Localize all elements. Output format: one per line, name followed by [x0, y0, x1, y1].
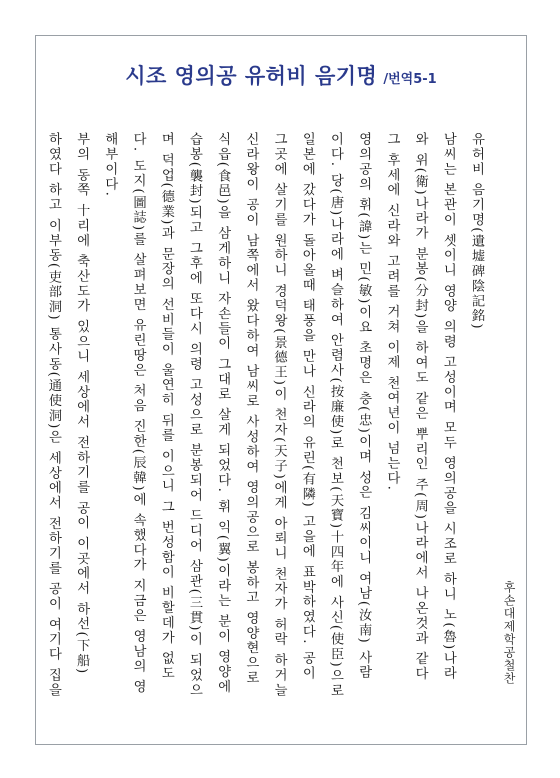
- page-subtitle: /번역5-1: [383, 72, 437, 87]
- text-column: 이다. 당(唐)나라에 벼슬하여 안렴사(按廉使)로 천보(天寶)十四年에 사신(使臣)으로: [327, 132, 343, 699]
- text-column: 습봉(襲封)되고 그후에 또다시 의령 고성으로 분봉되어 드디어 삼관(三貫)이 되었으: [186, 132, 202, 698]
- text-column: 다. 도지(圖誌)를 살펴보면 유린땅은 처음 진한(辰韓)에 속했다가 지금은 영남의 영: [130, 132, 146, 695]
- text-column: 남씨는 본관이 셋이니 영양 의령 고성이며 모두 영의공을 시조로 하니 노(魯)나라: [440, 132, 456, 681]
- text-column: 식읍(食邑)을 삼게하니 자손들이 그대로 살게 되었다. 휘 익(翼)이라는 분이 영양에: [215, 132, 231, 695]
- text-column: 그곳에 살기를 원하니 경덕왕(景德王)이 천자(天子)에게 아뢰니 천자가 허락 하거늘: [271, 132, 287, 698]
- text-column: 하였다 하고 이부동(吏部洞) 통사동(通使洞)은 세상에서 전하기를 공이 여기다 집을: [45, 132, 61, 698]
- text-column: 그 후세에 신라와 고려를 거쳐 이제 천여년이 넘는다.: [384, 132, 400, 492]
- text-column: 영의공의 휘(諱)는 민(敏)이요 초명은 충(忠)이며 성은 김씨이니 여남(汝南) 사람: [356, 132, 372, 680]
- inscription-body: [45, 132, 490, 744]
- text-column: 며 덕업(德業)과 문장의 선비들이 울연히 뒤를 이으니 그 번성함이 비할데가 없도: [158, 132, 174, 681]
- text-column: 와 위(衛)나라가 분봉(分封)을 하여도 같은 뿌리인 주(周)나라에서 나온것과 같다: [412, 132, 428, 682]
- page-frame: [35, 35, 527, 745]
- text-column: 유허비 음기명(遺墟碑陰記銘): [469, 132, 484, 331]
- text-column: 일본에 갔다가 돌아올때 태풍을 만나 신라의 유린(有隣) 고을에 표박하였다. 공이: [299, 132, 315, 681]
- author-credit: 후손대제학공철찬: [502, 581, 516, 685]
- text-column: 부의 동쪽 十리에 축산도가 있으니 세상에서 전하기를 공이 이곳에서 하선(下船): [74, 132, 90, 675]
- header: [36, 60, 526, 90]
- text-column: 해부이다.: [102, 132, 118, 198]
- text-column: 신라왕이 공이 남쪽에서 왔다하여 남씨로 사성하여 영의공으로 봉하고 영양현으로: [243, 132, 259, 686]
- page-title: 시조 영의공 유허비 음기명: [125, 64, 378, 88]
